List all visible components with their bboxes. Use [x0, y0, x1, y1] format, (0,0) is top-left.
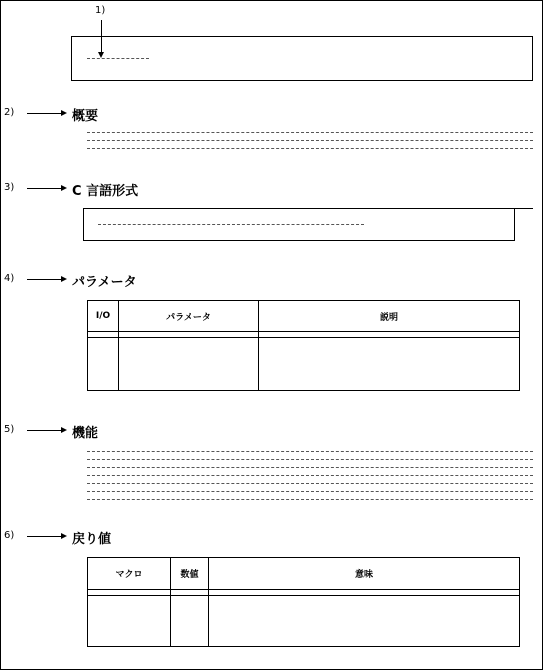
overview-line-3	[87, 148, 533, 149]
c-format-placeholder-dashes	[98, 224, 364, 225]
return-table-row	[88, 596, 520, 647]
function-line-6	[87, 491, 533, 492]
marker-6: 6)	[4, 530, 15, 541]
return-value-heading: 戻り値	[72, 532, 112, 547]
return-table-header	[88, 558, 520, 590]
return-col-value: 数値	[171, 558, 209, 590]
overview-heading: 概要	[72, 109, 99, 124]
function-line-3	[87, 467, 533, 468]
marker-4: 4)	[4, 273, 15, 284]
name-placeholder-dashes	[87, 58, 149, 59]
return-col-macro: マクロ	[88, 558, 171, 590]
function-line-1	[87, 451, 533, 452]
param-col-parameter: パラメータ	[119, 301, 259, 332]
parameter-table	[87, 300, 520, 391]
return-value-table	[87, 557, 520, 647]
return-col-meaning: 意味	[209, 558, 520, 590]
marker-6-arrow	[27, 536, 62, 537]
function-line-5	[87, 483, 533, 484]
parameter-table-header	[88, 301, 520, 332]
marker-5: 5)	[4, 424, 15, 435]
function-line-7	[87, 499, 533, 500]
marker-5-arrow	[27, 430, 62, 431]
param-col-description: 説明	[259, 301, 520, 332]
parameters-heading: パラメータ	[72, 275, 137, 290]
marker-4-arrow	[27, 279, 62, 280]
c-format-heading: C 言語形式	[72, 184, 139, 199]
function-heading: 機能	[72, 426, 99, 441]
marker-2: 2)	[4, 107, 15, 118]
parameter-table-row	[88, 338, 520, 391]
marker-2-arrow	[27, 113, 62, 114]
overview-line-2	[87, 140, 533, 141]
function-line-4	[87, 475, 533, 476]
param-col-io: I/O	[88, 301, 119, 332]
overview-line-1	[87, 132, 533, 133]
function-line-2	[87, 459, 533, 460]
marker-3: 3)	[4, 182, 15, 193]
marker-3-arrow	[27, 188, 62, 189]
marker-1: 1)	[95, 5, 106, 16]
